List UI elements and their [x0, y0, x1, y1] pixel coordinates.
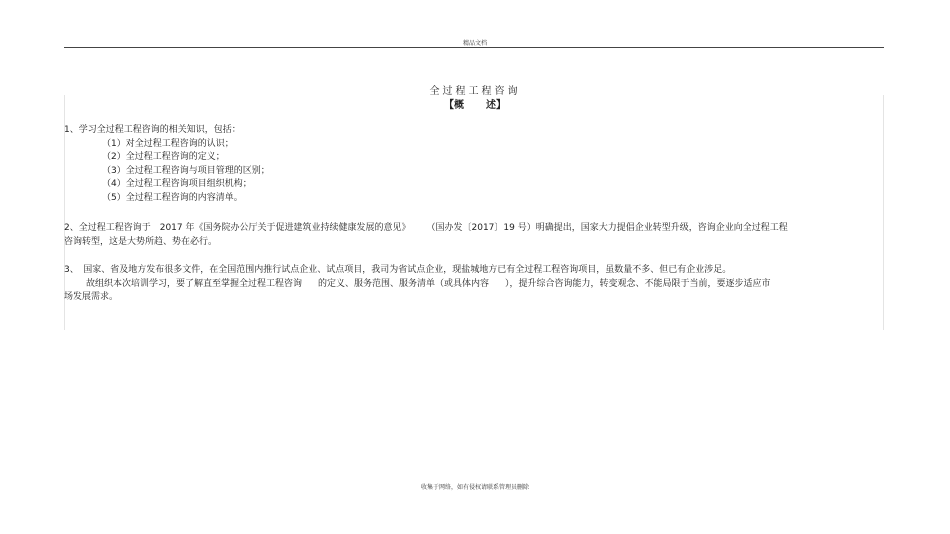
section-3-line-2-b: 的定义、服务范围、服务清单（或具体内容 [318, 278, 490, 289]
section-3-line-2 [64, 278, 864, 292]
list-item: （2）全过程工程咨询的定义； [102, 152, 225, 162]
page-header-text: 精品文档 [462, 40, 487, 47]
section-2-line-1 [64, 222, 864, 236]
list-item: （4）全过程工程咨询项目组织机构； [102, 179, 252, 189]
section-3-line-3: 场发展需求。 [64, 292, 119, 302]
list-item: （5）全过程工程咨询的内容清单。 [102, 192, 243, 203]
section-3-line-2-a: 故组织本次培训学习，要了解直至掌握全过程工程咨询 [86, 278, 303, 289]
section-3 [64, 264, 864, 305]
right-margin-line [883, 95, 884, 330]
section-2-part-1: 2、全过程工程咨询于 2017 年《国务院办公厅关于促进建筑业持续健康发展的意见》 [64, 223, 411, 233]
section-2-line-2: 咨询转型，这是大势所趋、势在必行。 [64, 236, 218, 247]
section-1-intro: 1、学习全过程工程咨询的相关知识，包括： [64, 125, 241, 135]
list-item: （3）全过程工程咨询与项目管理的区别； [102, 165, 270, 176]
header-divider [64, 47, 884, 48]
document-title: 全过程工程咨询 [429, 86, 521, 97]
list-item: （1）对全过程工程咨询的认识； [102, 138, 234, 149]
section-2-part-2: （国办发〔2017〕19 号）明确提出，国家大力提倡企业转型升级，咨询企业向全过程工程 [426, 223, 788, 233]
section-3-line-2-c: ），提升综合咨询能力，转变观念、不能局限于当前，要逐步适应市 [505, 278, 771, 289]
section-2 [64, 222, 864, 249]
section-1 [64, 124, 864, 205]
subtitle-open: 【概 [444, 100, 464, 111]
subtitle-close: 述】 [486, 100, 506, 111]
document-subtitle [0, 96, 950, 111]
section-3-line-1: 3、 国家、省及地方发布很多文件，在全国范围内推行试点企业、试点项目，我司为省试点企业，现盐城地方已有全过程工程咨询项目，虽数量不多、但已有企业涉足。 [64, 265, 732, 275]
page-footer-text: 收集于网络，如有侵权请联系管理员删除 [420, 484, 529, 491]
